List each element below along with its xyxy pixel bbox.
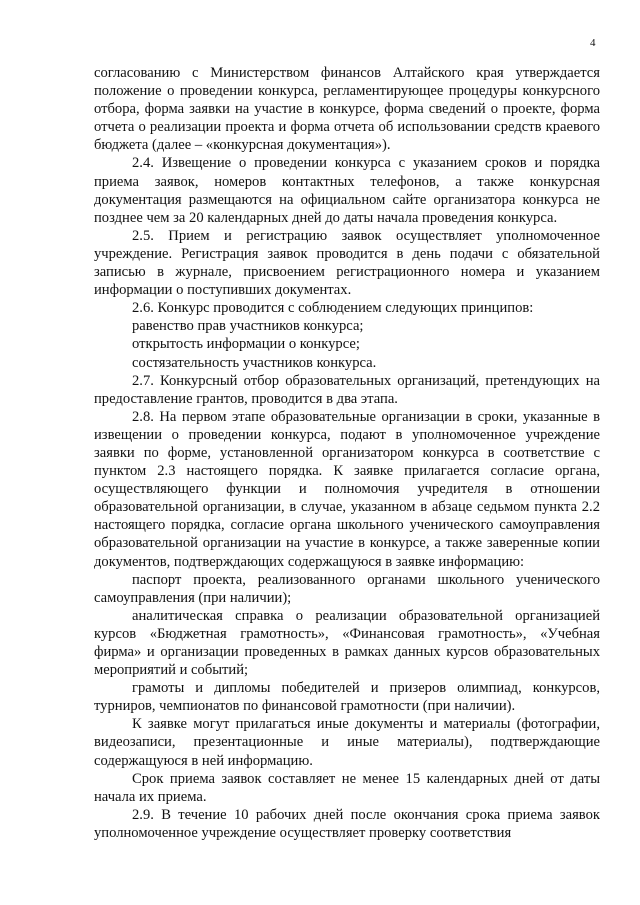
paragraph-2-8: 2.8. На первом этапе образовательные организации в сроки, указанные в извещении о проведении конкурса, подают в уполномоченное учреждение заявки по форме, установленной организатором конкурса в соответствие с пунктом 2.3 настоящего порядка. К заявке прилагается согласие органа, осуществляющего функции и полномочия учредителя в отношении образовательной организации, в случае, указанном в абзаце седьмом пункта 2.2 настоящего порядка, согласие органа школьного ученического самоуправления образовательной организации на участие в конкурсе, а также заверенные копии документов, подтверждающих содержащуюся в заявке информацию: (94, 408, 600, 570)
paragraph-term: Срок приема заявок составляет не менее 15 календарных дней от даты начала их приема. (94, 770, 600, 805)
document-item-project-passport: паспорт проекта, реализованного органами школьного ученического самоуправления (при наличии); (94, 571, 600, 606)
principle-equality: равенство прав участников конкурса; (132, 318, 364, 335)
paragraph-attachments: К заявке могут прилагаться иные документы и материалы (фотографии, видеозаписи, презентационные и иные материалы), подтверждающие содержащуюся в ней информацию. (94, 716, 600, 769)
document-item-diplomas: грамоты и дипломы победителей и призеров олимпиад, конкурсов, турниров, чемпионатов по финансовой грамотности (при наличии). (94, 680, 600, 715)
paragraph-2-7: 2.7. Конкурсный отбор образовательных организаций, претендующих на предоставление грантов, проводится в два этапа. (94, 372, 600, 407)
document-item-analytic-report: аналитическая справка о реализации образовательной организацией курсов «Бюджетная грамотность», «Финансовая грамотность», «Учебная фирма» и организации проведенных в рамках данных курсов образовательных мероприятий и событий; (94, 607, 600, 679)
principle-openness: открытость информации о конкурсе; (132, 336, 360, 353)
page-number: 4 (590, 37, 596, 49)
paragraph-2-6: 2.6. Конкурс проводится с соблюдением следующих принципов: (132, 300, 534, 317)
paragraph-intro: согласованию с Министерством финансов Алтайского края утверждается положение о проведении конкурса, регламентирующее процедуры конкурсного отбора, форма заявки на участие в конкурсе, форма сведений о проекте, форма отчета о реализации проекта и форма отчета об использовании средств краевого бюджета (далее – «конкурсная документация»). (94, 65, 600, 154)
paragraph-2-9: 2.9. В течение 10 рабочих дней после окончания срока приема заявок уполномоченное учреждение осуществляет проверку соответствия (94, 806, 600, 841)
document-body (94, 64, 600, 842)
principle-competitiveness: состязательность участников конкурса. (132, 354, 377, 371)
paragraph-2-4: 2.4. Извещение о проведении конкурса с указанием сроков и порядка приема заявок, номеров контактных телефонов, а также конкурсная документация размещаются на официальном сайте организатора конкурса не позднее чем за 20 календарных дней до даты начала проведения конкурса. (94, 155, 600, 226)
paragraph-2-5: 2.5. Прием и регистрацию заявок осуществляет уполномоченное учреждение. Регистрация заявок проводится в день подачи с обязательной записью в журнале, присвоением регистрационного номера и указанием информации о поступивших документах. (94, 227, 600, 299)
